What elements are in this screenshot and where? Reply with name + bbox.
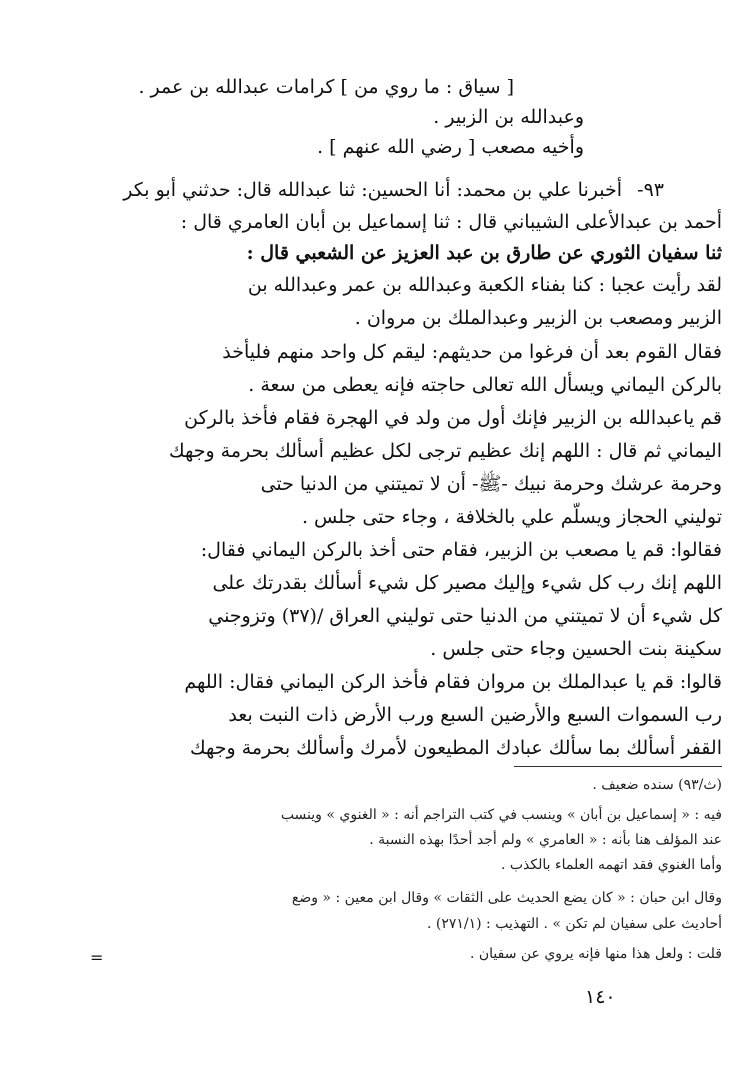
body-line-14: رب السموات السبع والأرضين السبع ورب الأرض ذات النبت بعد [228, 704, 722, 726]
body-line-12: سكينة بنت الحسين وجاء حتى جلس . [430, 638, 722, 660]
footnote-line-4: وأما الغنوي فقد اتهمه العلماء بالكذب . [500, 857, 722, 873]
footnote-separator [514, 766, 722, 767]
body-line-2: الزبير ومصعب بن الزبير وعبدالملك بن مروان . [354, 307, 722, 329]
context-line-1: [ سياق : ما روي من ] كرامات عبدالله بن عمر . [138, 76, 514, 98]
footnote-line-3: عند المؤلف هنا بأنه : « العامري » ولم أجد أحدًا بهذه النسبة . [369, 832, 722, 848]
footnote-line-5: وقال ابن حبان : « كان يضع الحديث على الثقات » وقال ابن معين : « وضع [291, 890, 722, 906]
hadith-number: ٩٣- [637, 179, 664, 201]
context-line-3: وأخيه مصعب [ رضي الله عنهم ] . [317, 136, 584, 158]
body-line-6: اليماني ثم قال : اللهم إنك عظيم ترجى لكل عظيم أسألك بحرمة وجهك [168, 440, 722, 462]
footnote-line-6: أحاديث على سفيان لم تكن » . التهذيب : (٢٧١/١) . [426, 916, 722, 932]
body-line-5: قم ياعبدالله بن الزبير فإنك أول من ولد في الهجرة فقام فأخذ بالركن [184, 407, 722, 429]
continuation-mark: = [90, 948, 104, 967]
body-line-10: اللهم إنك رب كل شيء وإليك مصير كل شيء أسألك بقدرتك على [212, 572, 722, 594]
footnote-line-2: فيه : « إسماعيل بن أبان » وينسب في كتب التراجم أنه : « الغنوي » وينسب [280, 807, 722, 823]
body-line-4: بالركن اليماني ويسأل الله تعالى حاجته فإنه يعطى من سعة . [248, 374, 722, 396]
body-line-15: القفر أسألك بما سألك عبادك المطيعون لأمرك وأسألك بحرمة وجهك [190, 737, 722, 759]
isnad-line-2: أحمد بن عبدالأعلى الشيباني قال : ثنا إسماعيل بن أبان العامري قال : [180, 211, 722, 233]
footnote-line-7: قلت : ولعل هذا منها فإنه يروي عن سفيان . [469, 946, 722, 962]
body-line-1: لقد رأيت عجبا : كنا بفناء الكعبة وعبدالله بن عمر وعبدالله بن [247, 274, 722, 296]
body-line-7: وحرمة عرشك وحرمة نبيك -ﷺ- أن لا تميتني من الدنيا حتى [260, 473, 722, 495]
isnad-line-1: أخبرنا علي بن محمد: أنا الحسين: ثنا عبدالله قال: حدثني أبو بكر [123, 179, 622, 201]
footnote-line-1: (ث/٩٣) سنده ضعيف . [592, 777, 722, 793]
context-line-2: وعبدالله بن الزبير . [433, 106, 584, 128]
body-line-11: كل شيء أن لا تميتني من الدنيا حتى توليني العراق /(٣٧) وتزوجني [208, 605, 722, 627]
body-line-9: فقالوا: قم يا مصعب بن الزبير، فقام حتى أخذ بالركن اليماني فقال: [200, 539, 722, 561]
body-line-13: قالوا: قم يا عبدالملك بن مروان فقام فأخذ الركن اليماني فقال: اللهم [184, 671, 722, 693]
body-line-3: فقال القوم بعد أن فرغوا من حديثهم: ليقم كل واحد منهم فليأخذ [222, 341, 722, 363]
page-number: ١٤٠ [585, 986, 616, 1008]
isnad-line-3: ثنا سفيان الثوري عن طارق بن عبد العزيز عن الشعبي قال : [246, 242, 722, 264]
body-line-8: توليني الحجاز ويسلّم علي بالخلافة ، وجاء حتى جلس . [301, 506, 722, 528]
